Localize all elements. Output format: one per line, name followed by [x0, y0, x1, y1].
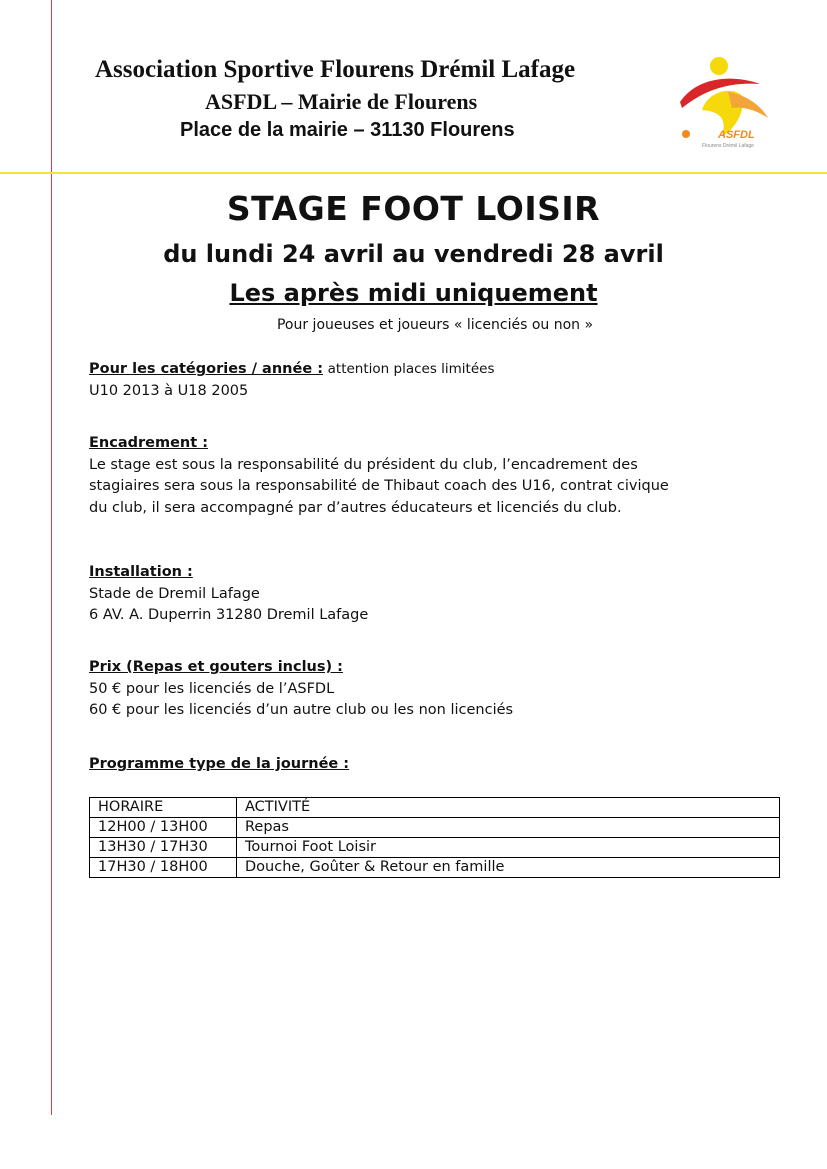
table-cell-activity: Douche, Goûter & Retour en famille: [237, 858, 780, 878]
supervision-line: Le stage est sous la responsabilité du président du club, l’encadrement des: [89, 456, 638, 473]
programme-table: [89, 797, 780, 878]
table-cell-time: 12H00 / 13H00: [90, 818, 237, 838]
categories-section: [89, 359, 789, 402]
price-line: 50 € pour les licenciés de l’ASFDL: [89, 680, 335, 697]
programme-heading: Programme type de la journée :: [89, 756, 350, 772]
installation-line: 6 AV. A. Duperrin 31280 Dremil Lafage: [89, 607, 369, 623]
logo-subtext: Flourens Drémil Lafage: [702, 143, 754, 149]
header-rule: [0, 172, 827, 174]
table-row: [90, 838, 780, 858]
programme-section: [89, 754, 789, 776]
installation-line: Stade de Dremil Lafage: [89, 585, 260, 602]
table-cell-activity: Repas: [237, 818, 780, 838]
supervision-section: [89, 433, 789, 519]
column-header-time: HORAIRE: [90, 798, 237, 818]
event-schedule-note: Les après midi uniquement: [229, 279, 598, 307]
price-heading: Prix (Repas et gouters inclus) :: [89, 659, 343, 675]
price-section: [89, 657, 789, 722]
logo-text: ASFDL: [718, 129, 755, 141]
installation-section: [89, 562, 789, 627]
margin-rule: [51, 0, 52, 1115]
column-header-activity: ACTIVITÉ: [237, 798, 780, 818]
table-cell-time: 17H30 / 18H00: [90, 858, 237, 878]
club-logo: [672, 52, 782, 152]
supervision-heading: Encadrement :: [89, 435, 209, 451]
table-cell-time: 13H30 / 17H30: [90, 838, 237, 858]
event-audience: Pour joueuses et joueurs « licenciés ou non »: [276, 317, 594, 333]
categories-note: attention places limitées: [327, 361, 495, 377]
table-row: [90, 858, 780, 878]
org-subtitle: ASFDL – Mairie de Flourens: [205, 89, 478, 114]
event-dates: du lundi 24 avril au vendredi 28 avril: [163, 240, 664, 268]
price-line: 60 € pour les licenciés d’un autre club ou les non licenciés: [89, 702, 514, 718]
table-header-row: [90, 798, 780, 818]
supervision-line: du club, il sera accompagné par d’autres éducateurs et licenciés du club.: [89, 499, 622, 516]
org-address: Place de la mairie – 31130 Flourens: [180, 119, 515, 141]
categories-heading: Pour les catégories / année :: [89, 361, 324, 377]
supervision-line: stagiaires sera sous la responsabilité de Thibaut coach des U16, contrat civique: [89, 478, 669, 494]
event-title: STAGE FOOT LOISIR: [226, 189, 601, 228]
installation-heading: Installation :: [89, 564, 193, 580]
table-cell-activity: Tournoi Foot Loisir: [237, 838, 780, 858]
org-name: Association Sportive Flourens Drémil Lafage: [95, 56, 576, 83]
table-row: [90, 818, 780, 838]
categories-value: U10 2013 à U18 2005: [89, 382, 249, 399]
